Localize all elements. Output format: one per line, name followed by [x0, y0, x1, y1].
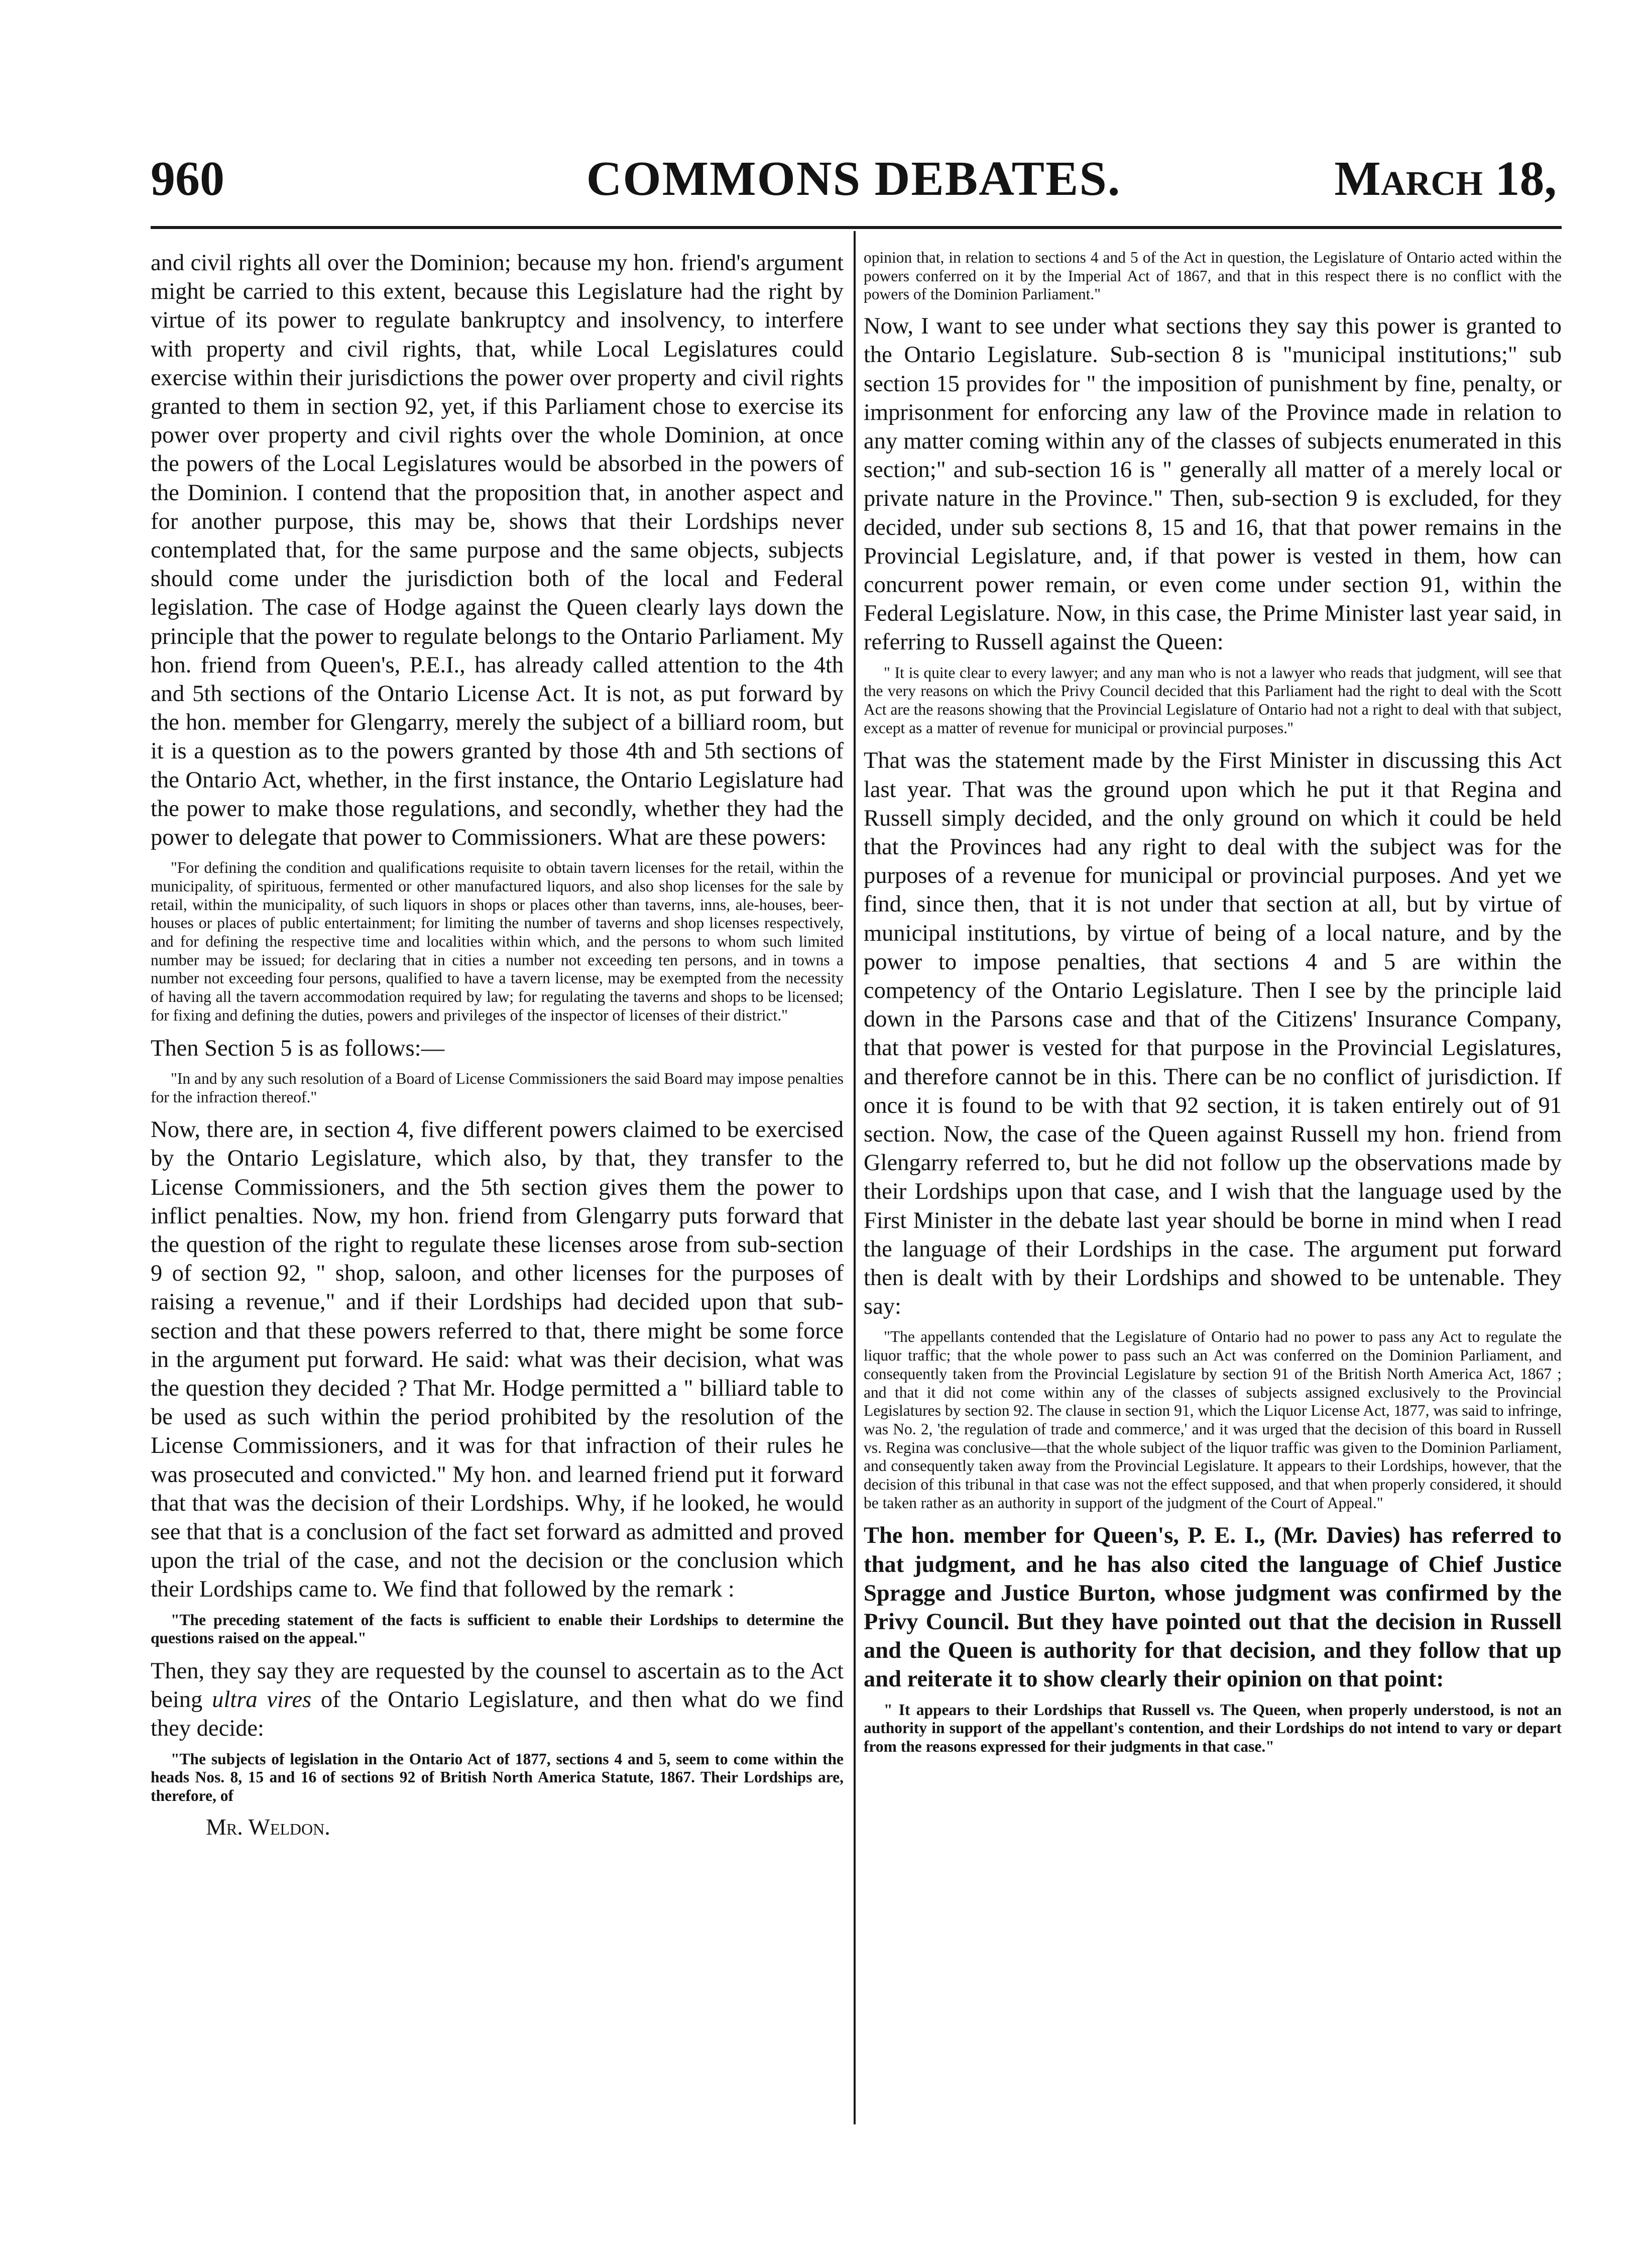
- block-quote: "The subjects of legislation in the Ontario Act of 1877, sections 4 and 5, seem to come within the heads Nos. 8, 15 and 16 of sections 92 of British North America Statute, 1867. Their Lordships are, therefore, of: [151, 1750, 844, 1805]
- column-divider: [854, 231, 856, 2124]
- paragraph: [151, 1657, 844, 1743]
- paragraph-text: of the Ontario Legislature, and then what do we find they decide:: [151, 1687, 844, 1742]
- paragraph: Now, I want to see under what sections they say this power is granted to the Ontario Legislature. Sub-section 8 is "municipal institutions;" sub section 15 provides for " the imposition of punishment by fine, penalty, or imprisonment for enforcing any law of the Province made in relation to any matter coming within any of the classes of subjects enumerated in this section;" and sub-section 16 is " generally all matter of a merely local or private nature in the Province." Then, sub-section 9 is excluded, for they decided, under sub sections 8, 15 and 16, that that power remains in the Provincial Legislature, and, if that power is vested in them, how can concurrent power remain, or even come under section 91, within the Federal Legislature. Now, in this case, the Prime Minister last year said, in referring to Russell against the Queen:: [864, 313, 1562, 655]
- emphasis-text: ultra vires: [212, 1687, 312, 1713]
- block-quote: "For defining the condition and qualifications requisite to obtain tavern licenses for the retail, within the municipality, of spirituous, fermented or other manufactured liquors, and also shop licenses for the sale by retail, within the municipality, of such liquors in shops or places other than taverns, inns, ale-houses, beer-houses or places of public entertainment; for limiting the number of taverns and shop licenses respectively, and for defining the respective time and localities within which, and the persons to whom such limited number may be issued; for declaring that in cities a number not exceeding ten persons, and in towns a number not exceeding four persons, qualified to have a tavern license, may be exempted from the necessity of having all the tavern accommodation required by law; for regulating the taverns and shops to be licensed; for fixing and defining the duties, powers and privileges of the inspector of licenses of their district.": [151, 859, 844, 1024]
- running-title: COMMONS DEBATES.: [586, 152, 1121, 206]
- paragraph: and civil rights all over the Dominion; because my hon. friend's argument might be carried to this extent, because this Legislature had the right by virtue of its power to regulate bankruptcy and insolvency, to interfere with property and civil rights, that, while Local Legislatures could exercise within their jurisdictions the power over property and civil rights granted to them in section 92, yet, if this Parliament chose to exercise its power over property and civil rights over the whole Dominion, at once the powers of the Local Legislatures would be absorbed in the powers of the Dominion. I contend that the proposition that, in another aspect and for another purpose, this may be, shows that their Lordships never contemplated that, for the same purpose and the same objects, subjects should come under the jurisdiction both of the local and Federal legislation. The case of Hodge against the Queen clearly lays down the principle that the power to regulate belongs to the Ontario Parliament. My hon. friend from Queen's, P.E.I., has already called attention to the 4th and 5th sections of the Ontario License Act. It is not, as put forward by the hon. member for Glengarry, merely the subject of a billiard room, but it is a question as to the powers granted by those 4th and 5th sections of the Ontario Act, whether, in the first instance, the Ontario Legislature had the power to make those regulations, and secondly, whether they had the power to delegate that power to Commissioners. What are these powers:: [151, 250, 844, 851]
- page-header: [151, 151, 1557, 226]
- block-quote: "The preceding statement of the facts is sufficient to enable their Lordships to determine the questions raised on the appeal.": [151, 1611, 844, 1647]
- block-quote: "In and by any such resolution of a Board of License Commissioners the said Board may impose penalties for the infraction thereof.": [151, 1069, 844, 1106]
- paragraph: Then Section 5 is as follows:—: [151, 1035, 445, 1061]
- speaker-name: Mr. Weldon.: [206, 1813, 330, 1840]
- block-quote: " It appears to their Lordships that Russell vs. The Queen, when properly understood, is not an authority in support of the appellant's contention, and their Lordships do not intend to vary or depart from the reasons expressed for their judgments in that case.": [864, 1700, 1562, 1756]
- page-number: 960: [151, 152, 224, 206]
- block-quote-continued: opinion that, in relation to sections 4 and 5 of the Act in question, the Legislature of Ontario acted within the powers conferred on it by the Imperial Act of 1867, and that in this respect there is no conflict with the powers of the Dominion Parliament.": [864, 249, 1562, 303]
- paragraph: That was the statement made by the First Minister in discussing this Act last year. That was the ground upon which he put it that Regina and Russell simply decided, and the only ground on which it could be held that the Provinces had any right to deal with the subject was for the purposes of a revenue for municipal or provincial purposes. And yet we find, since then, that it is not under that section at all, but by virtue of municipal institutions, by virtue of being of a local nature, and by the power to impose penalties, that sections 4 and 5 are within the competency of the Ontario Legislature. Then I see by the principle laid down in the Parsons case and that of the Citizens' Insurance Company, that that power is vested for that purpose in the Provincial Legislatures, and therefore cannot be in this. There can be no conflict of jurisdiction. If once it is found to be with that 92 section, it is taken entirely out of 91 section. Now, the case of the Queen against Russell my hon. friend from Glengarry referred to, but he did not follow up the observations made by their Lordships upon that case, and I wish that the language used by the First Minister in the debate last year should be borne in mind when I read the language of their Lordships in the case. The argument put forward then is dealt with by their Lordships and showed to be untenable. They say:: [864, 748, 1562, 1320]
- block-quote: " It is quite clear to every lawyer; and any man who is not a lawyer who reads that judgment, will see that the very reasons on which the Privy Council decided that this Parliament had the right to deal with the Scott Act are the reasons showing that the Provincial Legislature of Ontario had not a right to deal with that subject, except as a matter of revenue for municipal or provincial purposes.'': [864, 663, 1562, 737]
- paragraph: Now, there are, in section 4, five different powers claimed to be exercised by the Ontario Legislature, which also, by that, they transfer to the License Commissioners, and the 5th section gives them the power to inflict penalties. Now, my hon. friend from Glengarry puts forward that the question of the right to regulate these licenses arose from sub-section 9 of section 92, " shop, saloon, and other licenses for the purposes of raising a revenue," and if their Lordships had decided upon that sub-section and that these powers referred to that, there might be some force in the argument put forward. He said: what was their decision, what was the question they decided ? That Mr. Hodge permitted a " billiard table to be used as such within the period prohibited by the resolution of the License Commissioners, and it was for that infraction of their rules he was prosecuted and convicted." My hon. and learned friend put it forward that that was the decision of their Lordships. Why, if he looked, he would see that that is a conclusion of the fact set forward as admitted and proved upon the trial of the case, and not the decision or the conclusion which their Lordships came to. We find that followed by the remark :: [151, 1117, 844, 1603]
- right-column: [864, 249, 1562, 2117]
- paragraph: The hon. member for Queen's, P. E. I., (Mr. Davies) has referred to that judgment, and he has also cited the language of Chief Justice Spragge and Justice Burton, whose judgment was confirmed by the Privy Council. But they have pointed out that the decision in Russell and the Queen is authority for that decision, and they follow that up and reiterate it to show clearly their opinion on that point:: [864, 1523, 1562, 1692]
- block-quote: "The appellants contended that the Legislature of Ontario had no power to pass any Act to regulate the liquor traffic; that the whole power to pass such an Act was conferred on the Dominion Parliament, and consequently taken from the Provincial Legislature by section 91 of the British North America Act, 1867 ; and that it did not come within any of the classes of subjects assigned exclusively to the Provincial Legislatures by section 92. The clause in section 91, which the Liquor License Act, 1877, was said to infringe, was No. 2, 'the regulation of trade and commerce,' and it was urged that the decision of this board in Russell vs. Regina was conclusive—that the whole subject of the liquor traffic was given to the Dominion Parliament, and consequently taken away from the Provincial Legislature. It appears to their Lordships, however, that the decision of this tribunal in that case was not the effect supposed, and that when properly considered, it should be taken rather as an authority in support of the judgment of the Court of Appeal.": [864, 1328, 1562, 1512]
- paragraph-text: Then, they say they are requested by the counsel to ascertain as to the Act being: [151, 1658, 844, 1713]
- header-date: March 18,: [1334, 152, 1557, 206]
- left-column: [151, 249, 844, 2117]
- header-rule: [151, 226, 1562, 229]
